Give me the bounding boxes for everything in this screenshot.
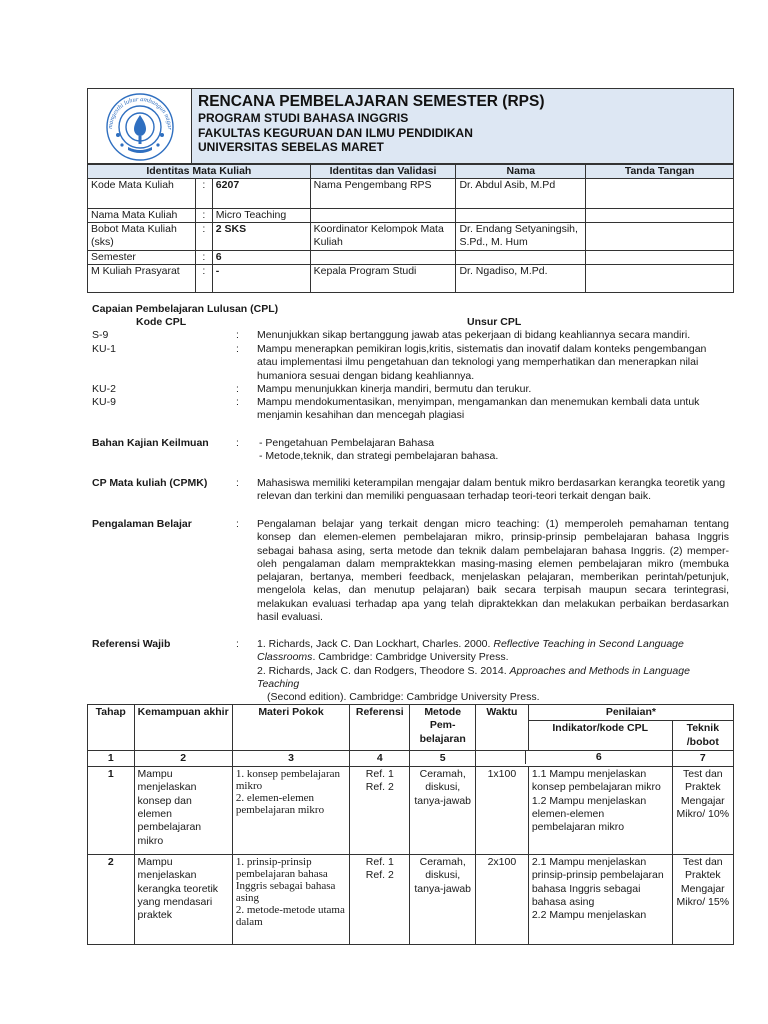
- pengalaman-text: Pengalaman belajar yang terkait dengan micro teaching: (1) memperoleh pemahaman tentang konsep dan elemen-elemen pembelajaran mikro, prinsip-prinsip pembelajaran bahasa Inggris sebagai bahasa asing, serta metode dan teknik dalam pembelajaran bahasa Inggris. (2) memper-oleh pengalaman dalam mempraktekkan masing-masing elemen pembelajaran mikro (membuka pelajaran, bertanya, memberi feedback, menjelaskan pelajaran, memberikan perintah/petunjuk, mengelola kelas, dan menutup pelajaran) baik secara terpisah maupun secara terintegrasi, melakukan evaluasi terhadap apa yang telah dipraktekkan dan melakukan perbaikan berdasarkan hasil evaluasi.: [257, 518, 729, 624]
- identity-value: 6: [212, 251, 310, 265]
- identity-label: Semester: [88, 251, 196, 265]
- cpl-code: S-9: [92, 329, 109, 341]
- cpl-col-kode: Kode CPL: [136, 316, 187, 328]
- cpl-text: Mampu menerapkan pemikiran logis,kritis, sistematis dan inovatif dalam konteks pengembangan atau implementasi ilmu pengetahuan dan teknologi yang memperhatikan dan menerapkan nilai humaniora sesuai dengan bidang keahliannya.: [257, 343, 707, 382]
- row-referensi: Ref. 1 Ref. 2: [350, 855, 410, 945]
- row-materi: 1. konsep pembelajaran mikro 2. elemen-elemen pembelajaran mikro: [232, 767, 349, 855]
- validation-label: [310, 251, 456, 265]
- header-tahap: Tahap: [88, 705, 135, 751]
- identity-row: [88, 265, 734, 293]
- cpl-code: KU-9: [92, 396, 116, 408]
- referensi-item: [257, 638, 729, 665]
- header-materi: Materi Pokok: [232, 705, 349, 751]
- plan-row: [88, 855, 734, 945]
- header-waktu: Waktu: [475, 705, 528, 751]
- validator-name: Dr. Ngadiso, M.Pd.: [456, 265, 586, 293]
- cpl-code: KU-1: [92, 343, 116, 355]
- bahan-list: [257, 437, 729, 464]
- cpl-text: Mampu menunjukkan kinerja mandiri, bermutu dan terukur.: [257, 383, 532, 395]
- cpl-colon: :: [236, 329, 239, 341]
- identity-row: [88, 251, 734, 265]
- validator-name: Dr. Endang Setyaningsih, S.Pd., M. Hum: [456, 223, 586, 251]
- col-number: 5: [410, 750, 476, 766]
- program-name: PROGRAM STUDI BAHASA INGGRIS: [198, 111, 409, 125]
- logo-motto: mangesthi luhur ambangun nagar: [106, 95, 173, 130]
- identity-label: M Kuliah Prasyarat: [88, 265, 196, 293]
- row-waktu: 1x100: [475, 767, 528, 855]
- identity-table: [87, 164, 734, 293]
- identity-colon: :: [195, 209, 212, 223]
- identity-row: [88, 179, 734, 209]
- cpl-col-unsur: Unsur CPL: [467, 316, 522, 328]
- signature-cell: [586, 265, 734, 293]
- ref-title: Reflective Teaching in Second Language Classrooms: [257, 638, 684, 664]
- validation-label: Koordinator Kelompok Mata Kuliah: [310, 223, 456, 251]
- cpmk-label: CP Mata kuliah (CPMK): [92, 477, 208, 489]
- col-number: 3: [232, 750, 349, 766]
- ref-publisher: (Second edition). Cambridge: Cambridge University Press.: [267, 691, 540, 704]
- plan-table: [87, 704, 734, 945]
- col-number: 7: [672, 750, 733, 766]
- signature-cell: [586, 209, 734, 223]
- validator-name: Dr. Abdul Asib, M.Pd: [456, 179, 586, 209]
- col-number: 1: [88, 750, 135, 766]
- cpl-colon: :: [236, 343, 239, 355]
- ref-author: 2. Richards, Jack C. dan Rodgers, Theodore S. 2014.: [257, 664, 510, 677]
- row-waktu: 2x100: [475, 855, 528, 945]
- col-number-group: [475, 750, 672, 766]
- signature-cell: [586, 251, 734, 265]
- col-number: 2: [134, 750, 232, 766]
- identity-value: -: [212, 265, 310, 293]
- row-teknik: Test dan Praktek Mengajar Mikro/ 15%: [672, 855, 733, 945]
- row-tahap: 1: [88, 767, 135, 855]
- header-indikator: Indikator/kode CPL: [528, 721, 672, 751]
- row-metode: Ceramah, diskusi, tanya-jawab: [410, 855, 476, 945]
- validation-label: [310, 209, 456, 223]
- row-metode: Ceramah, diskusi, tanya-jawab: [410, 767, 476, 855]
- validator-name: [456, 251, 586, 265]
- identity-value: 6207: [212, 179, 310, 209]
- header-metode: Metode Pem-belajaran: [410, 705, 476, 751]
- signature-cell: [586, 223, 734, 251]
- cpl-code: KU-2: [92, 383, 116, 395]
- row-tahap: 2: [88, 855, 135, 945]
- row-kemampuan: Mampu menjelaskan konsep dan elemen pembelajaran mikro: [134, 767, 232, 855]
- cpmk-colon: :: [236, 477, 239, 489]
- row-referensi: Ref. 1 Ref. 2: [350, 767, 410, 855]
- cpl-heading: Capaian Pembelajaran Lulusan (CPL): [92, 303, 279, 315]
- row-indikator: 1.1 Mampu menjelaskan konsep pembelajaran mikro 1.2 Mampu menjelaskan elemen-elemen pembelajaran mikro: [528, 767, 672, 855]
- col-number: 4: [350, 750, 410, 766]
- bahan-label: Bahan Kajian Keilmuan: [92, 437, 209, 449]
- row-teknik: Test dan Praktek Mengajar Mikro/ 10%: [672, 767, 733, 855]
- identity-value: Micro Teaching: [212, 209, 310, 223]
- uns-logo-icon: [98, 89, 182, 163]
- col-number: 6: [595, 750, 602, 763]
- identity-colon: :: [195, 223, 212, 251]
- header-title-block: [192, 89, 733, 163]
- identity-header-row: [88, 165, 734, 179]
- identity-row: [88, 223, 734, 251]
- col-number: [476, 751, 526, 764]
- ref-title: Approaches and Methods in Language Teaching: [257, 664, 690, 690]
- pengalaman-colon: :: [236, 518, 239, 530]
- identity-header-signature: Tanda Tangan: [586, 165, 734, 179]
- plan-number-row: [88, 750, 734, 766]
- identity-header-name: Nama: [456, 165, 586, 179]
- cpmk-text: Mahasiswa memiliki keterampilan mengajar dalam bentuk mikro berdasarkan kerangka teoretik yang relevan dan terkini dan memiliki penguasaan terhadap teori-teori terkait dengan baik.: [257, 477, 726, 503]
- identity-label: Nama Mata Kuliah: [88, 209, 196, 223]
- identity-colon: :: [195, 251, 212, 265]
- validation-label: Kepala Program Studi: [310, 265, 456, 293]
- cpl-text: Menunjukkan sikap bertanggung jawab atas pekerjaan di bidang keahliannya secara mandiri.: [257, 329, 691, 341]
- referensi-colon: :: [236, 638, 239, 650]
- rps-header: [87, 88, 734, 164]
- cpl-text: Mampu mendokumentasikan, menyimpan, mengamankan dan menemukan kembali data untuk menjamin kesahihan dan mencegah plagiasi: [257, 396, 700, 422]
- signature-cell: [586, 179, 734, 209]
- header-kemampuan: Kemampuan akhir: [134, 705, 232, 751]
- identity-header-validation: Identitas dan Validasi: [310, 165, 456, 179]
- plan-row: [88, 767, 734, 855]
- referensi-item: [257, 665, 729, 692]
- university-name: UNIVERSITAS SEBELAS MARET: [198, 140, 384, 154]
- ref-publisher: . Cambridge: Cambridge University Press.: [312, 651, 509, 664]
- validator-name: [456, 209, 586, 223]
- identity-value: 2 SKS: [212, 223, 310, 251]
- page-title: RENCANA PEMBELAJARAN SEMESTER (RPS): [198, 93, 545, 110]
- header-penilaian: Penilaian*: [528, 705, 733, 721]
- row-materi: 1. prinsip-prinsip pembelajaran bahasa Inggris sebagai bahasa asing 2. metode-metode utama dalam: [232, 855, 349, 945]
- plan-header-row: [88, 705, 734, 721]
- header-referensi: Referensi: [350, 705, 410, 751]
- ref-author: 1. Richards, Jack C. Dan Lockhart, Charles. 2000.: [257, 638, 494, 650]
- identity-label: Kode Mata Kuliah: [88, 179, 196, 209]
- row-indikator: 2.1 Mampu menjelaskan prinsip-prinsip pembelajaran bahasa Inggris sebagai bahasa asing 2.2 Mampu menjelaskan: [528, 855, 672, 945]
- university-logo: [88, 89, 192, 163]
- identity-label: Bobot Mata Kuliah (sks): [88, 223, 196, 251]
- bahan-item: - Metode,teknik, dan strategi pembelajaran bahasa.: [259, 450, 499, 463]
- bahan-item: - Pengetahuan Pembelajaran Bahasa: [259, 437, 435, 449]
- referensi-label: Referensi Wajib: [92, 638, 171, 650]
- cpl-colon: :: [236, 396, 239, 408]
- pengalaman-label: Pengalaman Belajar: [92, 518, 192, 530]
- cpl-colon: :: [236, 383, 239, 395]
- identity-colon: :: [195, 179, 212, 209]
- identity-row: [88, 209, 734, 223]
- identity-header-course: Identitas Mata Kuliah: [88, 165, 311, 179]
- validation-label: Nama Pengembang RPS: [310, 179, 456, 209]
- identity-colon: :: [195, 265, 212, 293]
- referensi-list: [257, 638, 729, 704]
- header-teknik: Teknik /bobot: [672, 721, 733, 751]
- bahan-colon: :: [236, 437, 239, 449]
- faculty-name: FAKULTAS KEGURUAN DAN ILMU PENDIDIKAN: [198, 125, 473, 140]
- row-kemampuan: Mampu menjelaskan kerangka teoretik yang mendasari praktek: [134, 855, 232, 945]
